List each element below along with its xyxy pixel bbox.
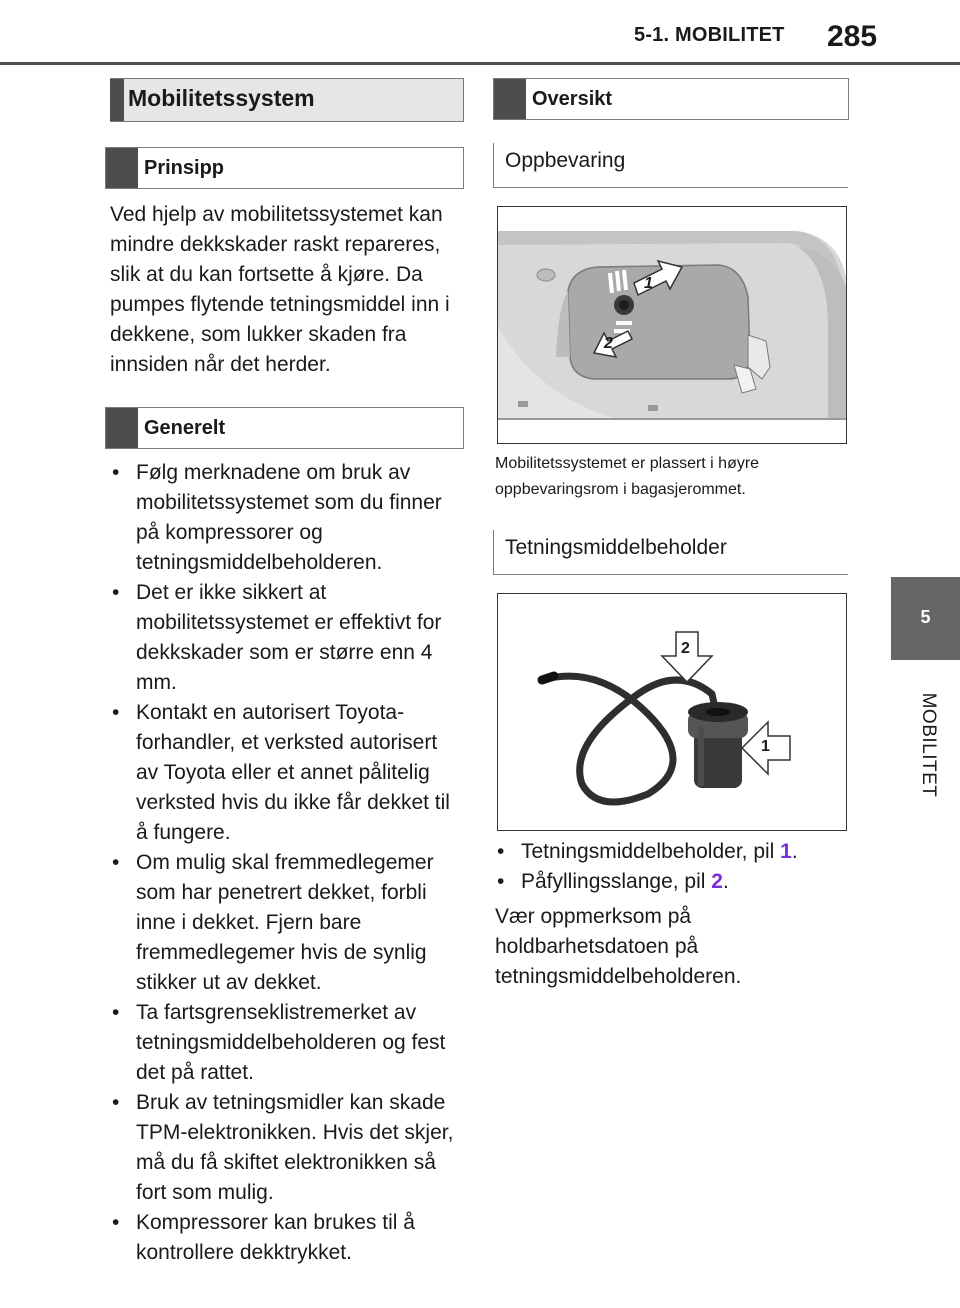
arrow-number: 2 bbox=[711, 870, 723, 893]
list-item: • Ta fartsgrenseklistremerket av tetningsmiddelbeholderen og fest det på rattet. bbox=[105, 998, 457, 1088]
list-item: • Det er ikke sikkert at mobilitetssystemet er effektivt for dekkskader som er større enn 4 mm. bbox=[105, 578, 457, 698]
heading-mobilitetssystem: Mobilitetssystem bbox=[110, 78, 464, 122]
arrow-number: 1 bbox=[780, 840, 792, 863]
prinsipp-text: Ved hjelp av mobilitetssystemet kan mindre dekkskader raskt repareres, slik at du kan fortsette å kjøre. Da pumpes flytende tetningsmiddel inn i dekkene, som lukker skaden fra innsiden når det herder. bbox=[110, 203, 450, 376]
list-item: • Kompressorer kan brukes til å kontrollere dekktrykket. bbox=[105, 1208, 457, 1268]
list-item: • Påfyllingsslange, pil 2. bbox=[490, 867, 847, 897]
list-item: • Bruk av tetningsmidler kan skade TPM-elektronikken. Hvis det skjer, må du få skiftet elektronikken så fort som mulig. bbox=[105, 1088, 457, 1208]
trunk-label-1: 1 bbox=[644, 275, 653, 292]
heading-prinsipp: Prinsipp bbox=[105, 147, 464, 189]
list-item: • Om mulig skal fremmedlegemer som har penetrert dekket, forbli inne i dekket. Fjern bare fremmedlegemer hvis de synlig stikker ut av dekket. bbox=[105, 848, 457, 998]
chapter-tab bbox=[891, 577, 960, 660]
beholder-list bbox=[490, 837, 847, 897]
figure-caption: Mobilitetssystemet er plassert i høyre oppbevaringsrom i bagasjerommet. bbox=[495, 455, 760, 498]
trunk-storage-illustration bbox=[498, 207, 846, 443]
list-item: • Tetningsmiddelbeholder, pil 1. bbox=[490, 837, 847, 867]
container-label-2: 2 bbox=[681, 640, 690, 657]
holdbarhet-note: Vær oppmerksom på holdbarhetsdatoen på tetningsmiddelbeholderen. bbox=[495, 905, 742, 988]
figure-sealant-container bbox=[497, 593, 847, 831]
header-rule bbox=[0, 62, 960, 65]
heading-tetningsmiddelbeholder: Tetningsmiddelbeholder bbox=[493, 530, 848, 575]
container-label-1: 1 bbox=[761, 738, 770, 755]
chapter-label: MOBILITET bbox=[918, 692, 939, 798]
figure-trunk-storage bbox=[497, 206, 847, 444]
page-number: 285 bbox=[827, 20, 878, 53]
heading-oppbevaring: Oppbevaring bbox=[493, 143, 848, 188]
sealant-container-illustration bbox=[498, 594, 846, 830]
list-item: • Følg merknadene om bruk av mobilitetssystemet som du finner på kompressorer og tetningsmiddelbeholderen. bbox=[105, 458, 457, 578]
trunk-label-2: 2 bbox=[604, 335, 613, 352]
list-item: • Kontakt en autorisert Toyota-forhandler, et verksted autorisert av Toyota eller et annet pålitelig verksted hvis du ikke får dekket til å fungere. bbox=[105, 698, 457, 848]
heading-generelt: Generelt bbox=[105, 407, 464, 449]
chapter-number: 5 bbox=[920, 607, 931, 627]
section-title: 5-1. MOBILITET bbox=[634, 24, 785, 46]
heading-oversikt: Oversikt bbox=[493, 78, 849, 120]
generelt-list bbox=[105, 458, 457, 1268]
